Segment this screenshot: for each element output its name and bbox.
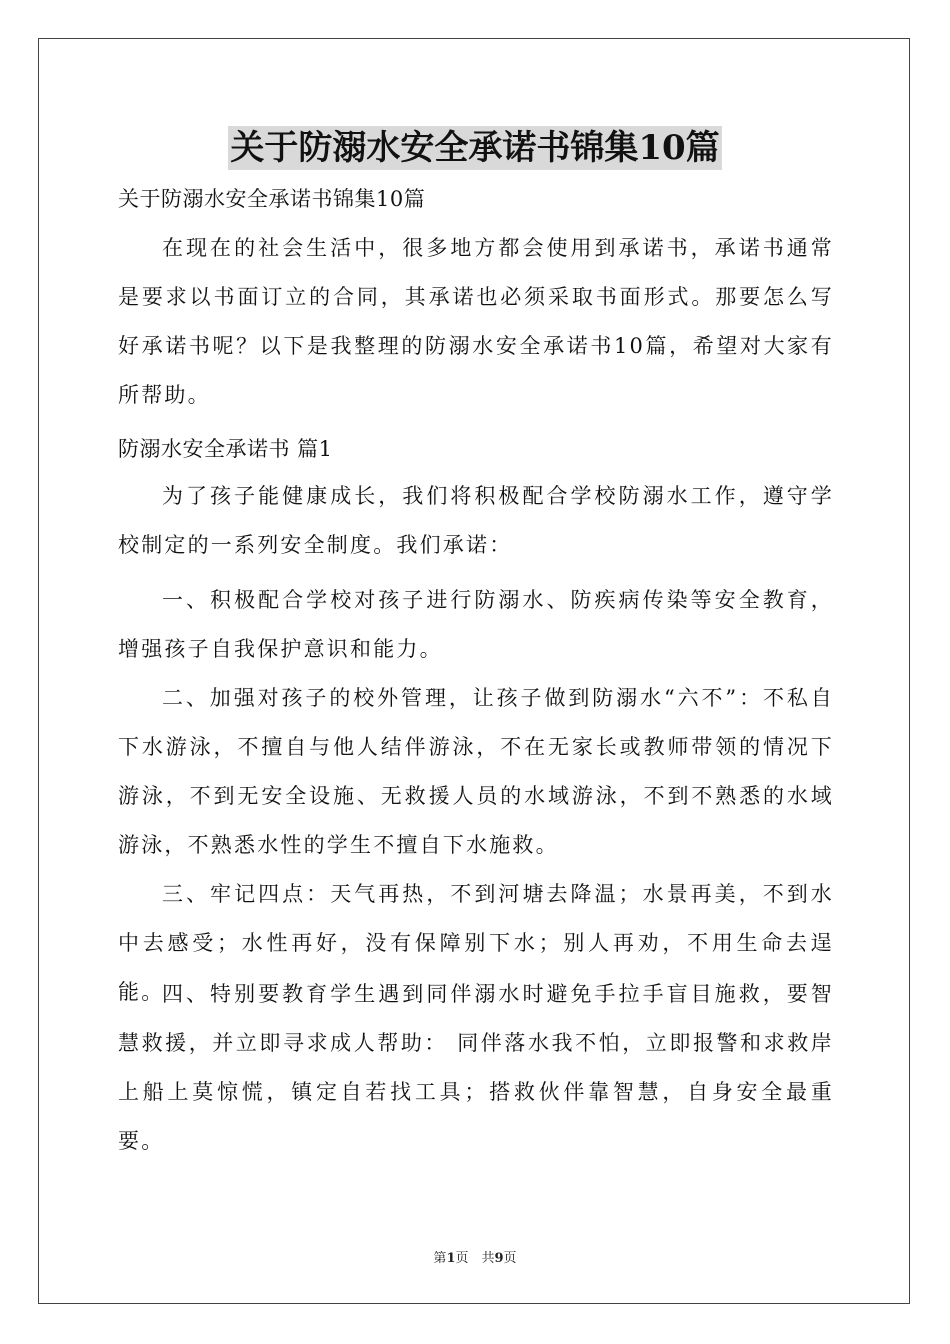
body-paragraph-3: 二、加强对孩子的校外管理，让孩子做到防溺水“六不”：不私自下水游泳，不擅自与他人结伴游泳，不在无家长或教师带领的情况下游泳，不到无安全设施、无救援人员的水域游泳，不到不熟悉的水域游泳，不熟悉水性的学生不擅自下水施救。 xyxy=(118,686,834,857)
body-paragraph-5: 四、特别要教育学生遇到同伴溺水时避免手拉手盲目施救，要智慧救援，并立即寻求成人帮助： 同伴落水我不怕，立即报警和求救岸上船上莫惊慌，镇定自若找工具；搭救伙伴靠智慧，自身安全最重要。 xyxy=(118,982,834,1153)
section-heading: 防溺水安全承诺书 篇1 xyxy=(118,437,333,461)
footer-mid: 页 共 xyxy=(455,1251,495,1266)
body-paragraph-4: 三、牢记四点：天气再热，不到河塘去降温；水景再美，不到水中去感受；水性再好，没有保障别下水；别人再劝，不用生命去逞能。 xyxy=(118,882,834,1004)
page-footer xyxy=(0,1247,950,1266)
footer-current-page: 1 xyxy=(446,1251,456,1266)
footer-prefix: 第 xyxy=(433,1251,447,1266)
document-title: 关于防溺水安全承诺书锦集10篇 xyxy=(230,128,720,168)
title-container xyxy=(0,126,950,170)
footer-suffix: 页 xyxy=(503,1251,517,1266)
body-paragraph-1: 为了孩子能健康成长，我们将积极配合学校防溺水工作，遵守学校制定的一系列安全制度。我们承诺： xyxy=(118,484,834,557)
footer-total-pages: 9 xyxy=(494,1251,504,1266)
intro-paragraph: 在现在的社会生活中，很多地方都会使用到承诺书，承诺书通常是要求以书面订立的合同，其承诺也必须采取书面形式。那要怎么写好承诺书呢？以下是我整理的防溺水安全承诺书10篇，希望对大家有所帮助。 xyxy=(118,236,834,407)
body-paragraph-2: 一、积极配合学校对孩子进行防溺水、防疾病传染等安全教育，增强孩子自我保护意识和能力。 xyxy=(118,588,834,661)
document-subtitle: 关于防溺水安全承诺书锦集10篇 xyxy=(118,187,426,211)
